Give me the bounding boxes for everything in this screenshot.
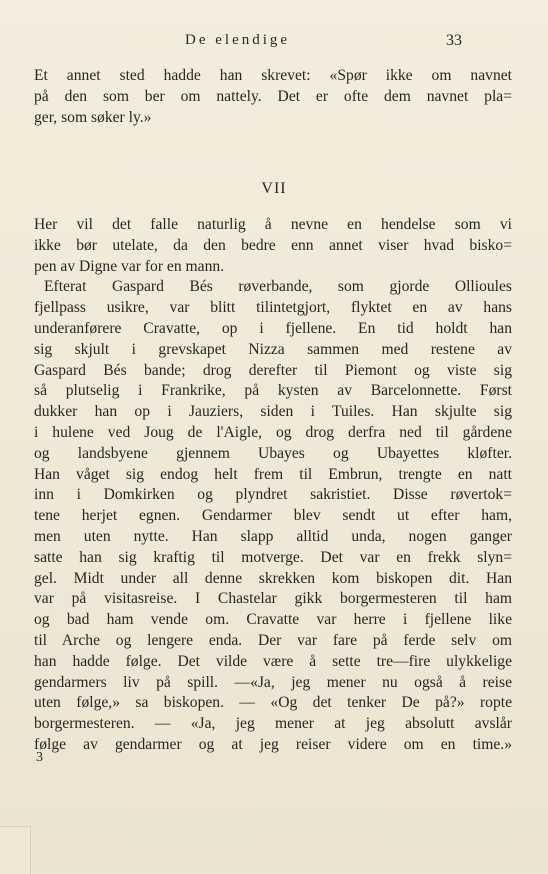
intro-paragraph (34, 66, 512, 128)
text-line: gendarmers liv på spill. —«Ja, jeg mener nu også å reise (34, 673, 512, 691)
paragraph-1 (34, 215, 512, 277)
text-line: på den som ber om nattely. Det er ofte dem navnet pla= (34, 87, 512, 105)
running-title: De elendige (185, 32, 291, 48)
text-line: Gaspard Bés bande; drog derefter til Piemont og viste sig (34, 361, 512, 379)
text-line: fjellpass usikre, var blitt tilintetgjort, flyktet en av hans (34, 299, 512, 317)
text-line: til Arche og lengere enda. Der var fare på ferde selv om (34, 631, 512, 649)
page-corner-mark (0, 826, 31, 874)
text-line: satte han sig kraftig til motverge. Det var en frekk slyn= (34, 548, 512, 566)
text-line: han hadde følge. Det vilde være å sette tre—fire ulykkelige (34, 652, 512, 670)
text-line: ger, som søker ly.» (34, 108, 152, 126)
text-line: inn i Domkirken og plyndret sakristiet. Disse røvertok= (34, 486, 512, 504)
text-line: Efterat Gaspard Bés røverbande, som gjorde Ollioules (44, 278, 512, 296)
text-line: og landsbyene gjennem Ubayes og Ubayettes kløfter. (34, 444, 512, 462)
text-line: men uten nytte. Han slapp alltid unda, nogen ganger (34, 527, 512, 545)
text-line: uten følge,» sa biskopen. — «Og det tenker De på?» ropte (34, 694, 512, 712)
chapter-heading: VII (261, 180, 287, 197)
text-line: pen av Digne var for en mann. (34, 257, 225, 275)
paragraph-2 (34, 277, 512, 755)
text-line: Et annet sted hadde han skrevet: «Spør ikke om navnet (34, 67, 512, 84)
text-line: ikke bør utelate, da den bedre enn annet viser hvad bisko= (34, 236, 512, 254)
text-line: underanførere Cravatte, op i fjellene. En tid holdt han (34, 319, 512, 337)
text-line: i hulene ved Joug de l'Aigle, og drog derfra ned til gårdene (34, 423, 512, 441)
text-line: sig skjult i grevskapet Nizza sammen med restene av (34, 340, 512, 358)
text-line: Her vil det falle naturlig å nevne en hendelse som vi (34, 216, 512, 233)
text-line: borgermesteren. — «Ja, jeg mener at jeg absolutt avslår (34, 715, 512, 733)
text-line: var på visitasreise. I Chastelar gikk borgermesteren til ham (34, 590, 512, 608)
text-line: så plutselig i Frankrike, på kysten av Barcelonnette. Først (34, 382, 512, 400)
text-line: tene herjet egnen. Gendarmer blev sendt ut efter ham, (34, 507, 512, 525)
text-line: dukker han op i Jauziers, siden i Tuiles. Han skjulte sig (34, 403, 512, 421)
text-line: og bad ham vende om. Cravatte var herre i fjellene like (34, 611, 512, 629)
printer-signature: 3 (36, 750, 43, 765)
text-line: følge av gendarmer og at jeg reiser videre om en time.» (34, 735, 512, 753)
text-line: Han våget sig endog helt frem til Embrun, trengte en natt (34, 465, 512, 483)
text-line: gel. Midt under all denne skrekken kom biskopen dit. Han (34, 569, 512, 587)
page-number: 33 (446, 32, 462, 49)
